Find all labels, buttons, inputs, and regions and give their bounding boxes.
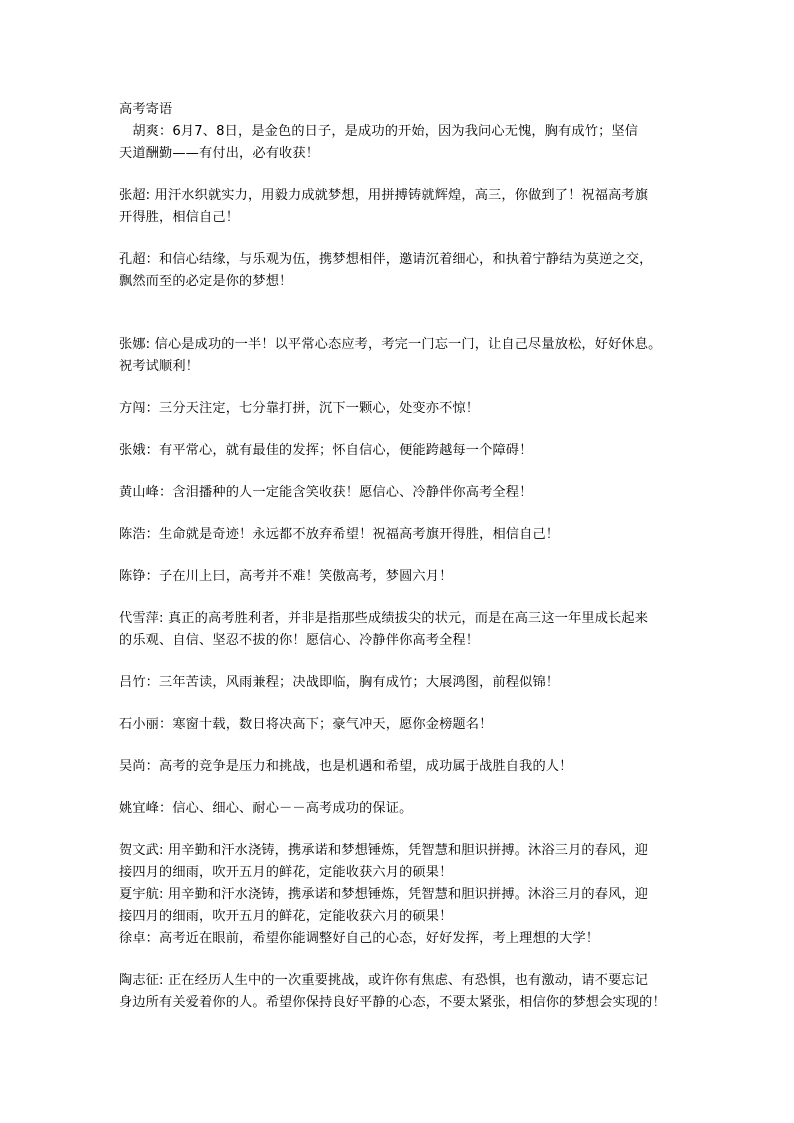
- text-line: 陈铮：子在川上曰，高考并不难！笑傲高考，梦圆六月！: [119, 569, 453, 584]
- text-line: 张娜: 信心是成功的一半！以平常心态应考，考完一门忘一门，让自己尽量放松，好好休息。: [119, 337, 662, 352]
- text-line: 孔超：和信心结缘，与乐观为伍，携梦想相伴，邀请沉着细心，和执着宁静结为莫逆之交，: [119, 252, 653, 267]
- text-line: 飘然而至的必定是你的梦想！: [119, 274, 293, 289]
- text-line: 夏宇航: 用辛勤和汗水浇铸，携承诺和梦想锤炼，凭智慧和胆识拼搏。沐浴三月的春风，迎: [119, 887, 649, 902]
- text-line: 贺文武: 用辛勤和汗水浇铸，携承诺和梦想锤炼，凭智慧和胆识拼搏。沐浴三月的春风，迎: [119, 843, 649, 858]
- message-paragraph: [119, 482, 679, 504]
- message-paragraph: [119, 249, 679, 293]
- text-line: 石小丽：寒窗十载，数日将决高下；豪气冲天，愿你金榜题名！: [119, 717, 493, 732]
- text-line: 姚宜峰：信心、细心、耐心－－高考成功的保证。: [119, 801, 413, 816]
- text-line: 接四月的细雨，吹开五月的鲜花，定能收获六月的硕果！: [119, 865, 453, 880]
- text-line: 陶志征: 正在经历人生中的一次重要挑战，或许你有焦虑、有恐惧，也有激动，请不要忘记: [119, 973, 649, 988]
- message-paragraph: [119, 798, 679, 820]
- message-paragraph: [119, 672, 679, 694]
- document-body: [119, 99, 679, 1014]
- message-paragraph: [119, 840, 679, 950]
- message-paragraph: [119, 970, 679, 1014]
- text-line: 接四月的细雨，吹开五月的鲜花，定能收获六月的硕果！: [119, 909, 453, 924]
- message-paragraph: [119, 398, 679, 420]
- text-line: 祝考试顺利！: [119, 359, 200, 374]
- message-paragraph: [119, 440, 679, 462]
- text-line: 吕竹：三年苦读，风雨兼程；决战即临，胸有成竹；大展鸿图，前程似锦！: [119, 675, 560, 690]
- message-paragraph: [119, 524, 679, 546]
- text-line: 胡爽：6月7、8日，是金色的日子，是成功的开始，因为我问心无愧，胸有成竹；坚信: [119, 124, 639, 139]
- text-line: 天道酬勤——有付出，必有收获！: [119, 146, 320, 161]
- message-paragraph: [119, 756, 679, 778]
- message-paragraph: [119, 608, 679, 652]
- message-paragraph: [119, 121, 679, 165]
- message-paragraph: [119, 566, 679, 588]
- text-line: 的乐观、自信、坚忍不拔的你！愿信心、冷静伴你高考全程！: [119, 633, 480, 648]
- text-line: 代雪萍: 真正的高考胜利者，并非是指那些成绩拔尖的状元，而是在高三这一年里成长起来: [119, 611, 649, 626]
- message-paragraph: [119, 185, 679, 229]
- text-line: 身边所有关爱着你的人。希望你保持良好平静的心态，不要太紧张，相信你的梦想会实现的！: [119, 995, 666, 1010]
- text-line: 陈浩：生命就是奇迹！永远都不放弃希望！祝福高考旗开得胜，相信自己！: [119, 527, 560, 542]
- message-paragraph: [119, 714, 679, 736]
- text-line: 张娥：有平常心，就有最佳的发挥；怀自信心，便能跨越每一个障碍！: [119, 443, 533, 458]
- message-paragraph: [119, 334, 679, 378]
- text-line: 徐卓：高考近在眼前，希望你能调整好自己的心态，好好发挥，考上理想的大学！: [119, 931, 600, 946]
- text-line: 方闯：三分天注定，七分靠打拼，沉下一颗心，处变亦不惊！: [119, 401, 480, 416]
- document-title: 高考寄语: [119, 102, 173, 117]
- text-line: 开得胜，相信自己！: [119, 210, 240, 225]
- text-line: 吴尚：高考的竞争是压力和挑战，也是机遇和希望，成功属于战胜自我的人！: [119, 759, 573, 774]
- text-line: 张超: 用汗水织就实力，用毅力成就梦想，用拼搏铸就辉煌，高三，你做到了！祝福高考旗: [119, 188, 649, 203]
- text-line: 黄山峰：含泪播种的人一定能含笑收获！愿信心、冷静伴你高考全程！: [119, 485, 533, 500]
